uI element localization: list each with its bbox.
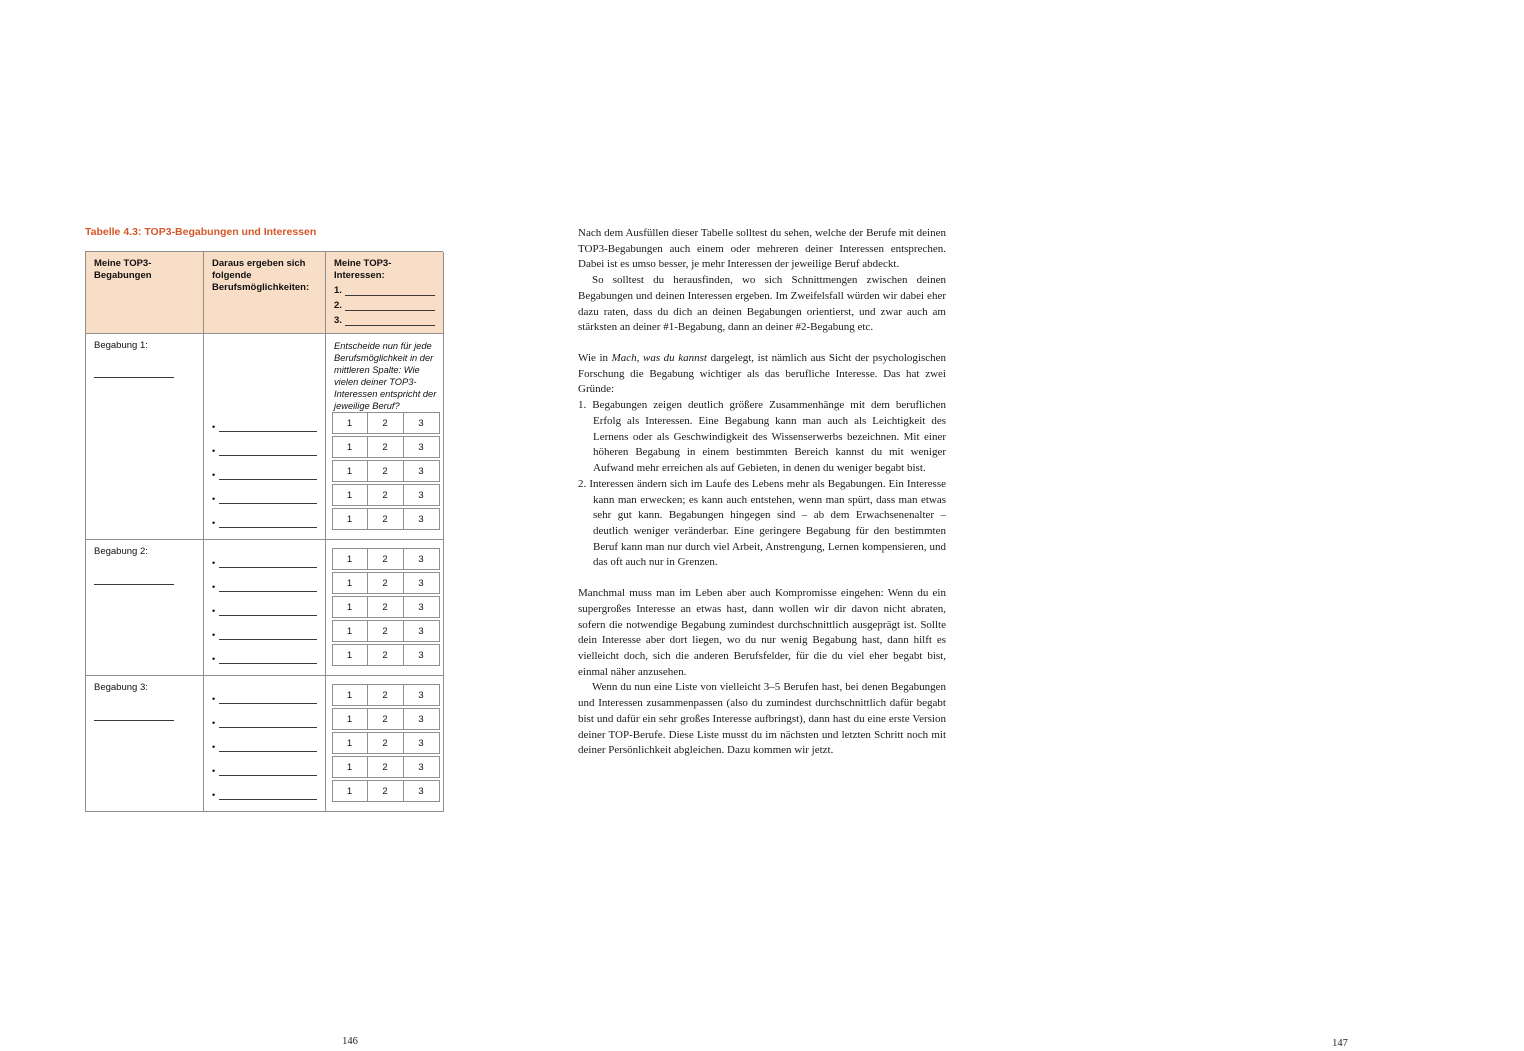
bullet-line (212, 594, 317, 618)
rating-option: 2 (368, 484, 404, 506)
text-run: dargelegt, ist nämlich aus Sicht der psychologischen Forschung die Begabung wichtiger als das berufliche Interesse. Das hat zwei Gründe: (578, 352, 946, 396)
rating-option: 1 (332, 780, 368, 802)
rating-option: 2 (368, 732, 404, 754)
rating-option: 2 (368, 780, 404, 802)
rating-option: 1 (332, 460, 368, 482)
rating-option: 1 (332, 644, 368, 666)
paragraph (578, 398, 946, 477)
bullet-line (212, 546, 317, 570)
bullet-icon: • (212, 582, 216, 593)
blank-line (219, 615, 317, 616)
rating-option: 2 (368, 460, 404, 482)
rating-option: 3 (404, 708, 440, 730)
text-run: Wenn du nun eine Liste von vielleicht 3–5 Berufen hast, bei denen Begabungen und Interessen zusammenpassen (also du zumindest durchschnittlich dafür begabt bist und dafür ein sehr großes Interesse aufbringst), dann hast du eine erste Version deiner TOP-Berufe. Diese Liste musst du im nächsten und letzten Schritt noch mit deiner Persönlichkeit abgleichen. Dazu kommen wir jetzt. (578, 681, 946, 757)
berufe-bullet-cell (204, 540, 326, 676)
rating-strip (332, 620, 440, 642)
list-number: 2. (578, 477, 590, 490)
begabung-label: Begabung 1: (94, 339, 148, 351)
bullet-icon: • (212, 518, 216, 529)
bullet-line (212, 570, 317, 594)
paragraph (578, 586, 946, 680)
rating-option: 2 (368, 572, 404, 594)
rating-strip (332, 596, 440, 618)
rating-option: 3 (404, 620, 440, 642)
header-begabungen: Meine TOP3-Begabungen (86, 252, 204, 334)
rating-strip (332, 460, 440, 482)
rating-option: 3 (404, 684, 440, 706)
rating-instruction: Entscheide nun für jede Berufsmöglichkeit in der mittleren Spalte: Wie vielen deiner TOP3-Interessen entspricht der jeweilige Beruf? (334, 340, 437, 412)
blank-line (219, 663, 317, 664)
rating-strip (332, 412, 440, 434)
header-interessen-lines (334, 282, 435, 327)
bullet-icon: • (212, 494, 216, 505)
rating-strip (332, 548, 440, 570)
blank-line (345, 295, 435, 296)
bullet-icon: • (212, 766, 216, 777)
bullet-icon: • (212, 422, 216, 433)
begabung-label-cell (86, 334, 204, 540)
top3-table (85, 251, 443, 812)
rating-option: 2 (368, 436, 404, 458)
bullet-line (212, 682, 317, 706)
rating-strip (332, 436, 440, 458)
bullet-icon: • (212, 630, 216, 641)
blank-line (219, 639, 317, 640)
blank-line (345, 325, 435, 326)
rating-option: 2 (368, 756, 404, 778)
interessen-blank-line (334, 282, 435, 297)
rating-strip (332, 756, 440, 778)
blank-line (219, 527, 317, 528)
header-interessen-title: Meine TOP3-Interessen: (334, 258, 392, 281)
rating-option: 1 (332, 548, 368, 570)
rating-strip (332, 644, 440, 666)
begabung-label: Begabung 2: (94, 546, 148, 558)
bullet-line (212, 410, 317, 434)
paragraph (578, 477, 946, 571)
rating-option: 1 (332, 708, 368, 730)
rating-strips (334, 684, 437, 802)
bullet-line (212, 642, 317, 666)
paragraph (578, 680, 946, 759)
blank-line (345, 310, 435, 311)
rating-option: 1 (332, 484, 368, 506)
rating-option: 2 (368, 596, 404, 618)
begabung-blank-line (94, 352, 174, 378)
bullet-icon: • (212, 742, 216, 753)
italic-text: Mach, was du kannst (611, 352, 707, 365)
berufe-bullet-cell (204, 676, 326, 812)
berufe-bullet-cell (204, 334, 326, 540)
bullet-icon: • (212, 790, 216, 801)
rating-strip (332, 484, 440, 506)
rating-cell (326, 676, 444, 812)
rating-option: 3 (404, 644, 440, 666)
line-number: 1. (334, 284, 342, 296)
table-caption: Tabelle 4.3: TOP3-Begabungen und Interessen (85, 226, 317, 238)
rating-cell (326, 334, 444, 540)
bullet-line (212, 434, 317, 458)
line-number: 3. (334, 314, 342, 326)
blank-line (219, 799, 317, 800)
rating-option: 3 (404, 412, 440, 434)
rating-option: 3 (404, 756, 440, 778)
bullet-line (212, 506, 317, 530)
rating-option: 3 (404, 572, 440, 594)
paragraph (578, 351, 946, 398)
bullet-line (212, 482, 317, 506)
blank-line (219, 775, 317, 776)
bullet-icon: • (212, 694, 216, 705)
begabung-label: Begabung 3: (94, 682, 148, 694)
rating-option: 3 (404, 508, 440, 530)
bullet-line (212, 778, 317, 802)
rating-option: 3 (404, 436, 440, 458)
interessen-blank-line (334, 297, 435, 312)
rating-cell (326, 540, 444, 676)
rating-option: 1 (332, 572, 368, 594)
rating-option: 1 (332, 620, 368, 642)
header-berufsmoeglichkeiten: Daraus ergeben sich folgende Berufsmöglichkeiten: (204, 252, 326, 334)
page-number-right: 147 (1332, 1038, 1348, 1049)
body-text (578, 226, 946, 759)
rating-option: 1 (332, 436, 368, 458)
blank-line (219, 567, 317, 568)
bullet-line (212, 458, 317, 482)
begabung-label-cell (86, 540, 204, 676)
right-page (578, 226, 1348, 1049)
left-page (85, 226, 445, 1047)
blank-line (219, 751, 317, 752)
blank-line (219, 455, 317, 456)
rating-strip (332, 508, 440, 530)
rating-strip (332, 572, 440, 594)
page-number-left: 146 (342, 1036, 358, 1047)
list-number: 1. (578, 399, 593, 412)
line-number: 2. (334, 299, 342, 311)
blank-line (219, 703, 317, 704)
rating-option: 1 (332, 412, 368, 434)
blank-line (219, 503, 317, 504)
rating-option: 2 (368, 508, 404, 530)
rating-option: 3 (404, 732, 440, 754)
text-run: So solltest du herausfinden, wo sich Schnittmengen zwischen deinen Begabungen und deinen Interessen ergeben. Im Zweifelsfall würden wir dabei eher dazu raten, dass du dich an deinen Begabungen orientierst, und zwar auch am stärksten an deiner #1-Begabung, dann an deiner #2-Begabung etc. (578, 274, 946, 334)
rating-option: 1 (332, 684, 368, 706)
rating-strips (334, 412, 437, 530)
bullet-icon: • (212, 654, 216, 665)
rating-option: 3 (404, 460, 440, 482)
rating-strip (332, 732, 440, 754)
bullet-line (212, 730, 317, 754)
rating-option: 3 (404, 596, 440, 618)
rating-option: 2 (368, 620, 404, 642)
bullet-line (212, 754, 317, 778)
begabung-blank-line (94, 695, 174, 721)
rating-strip (332, 780, 440, 802)
bullet-icon: • (212, 718, 216, 729)
interessen-blank-line (334, 312, 435, 327)
text-run: Nach dem Ausfüllen dieser Tabelle solltest du sehen, welche der Berufe mit deinen TOP3-Begabungen auch einem oder mehreren deiner Interessen entsprechen. Dabei ist es umso besser, je mehr Interessen der jeweilige Beruf abdeckt. (578, 227, 946, 271)
text-run: Begabungen zeigen deutlich größere Zusammenhänge mit dem beruflichen Erfolg als Interessen. Eine Begabung kann man auch als Leichtigkeit des Lernens oder als Geschwindigkeit des Wissenserwerbs bezeichnen. Mit einer höheren Begabung in einem bestimmten Bereich kannst du mit weniger Aufwand mehr erreichen als auf Gebieten, in denen du weniger begabt bist. (592, 399, 947, 475)
rating-option: 3 (404, 548, 440, 570)
rating-option: 3 (404, 484, 440, 506)
rating-option: 2 (368, 644, 404, 666)
begabung-blank-line (94, 559, 174, 585)
paragraph (578, 273, 946, 336)
rating-option: 2 (368, 412, 404, 434)
rating-option: 1 (332, 732, 368, 754)
text-run: Manchmal muss man im Leben aber auch Kompromisse eingehen: Wenn du ein supergroßes Interesse an etwas hast, dann wollen wir dir davon nicht abraten, sofern die notwendige Begabung zumindest durchschnittlich ausgeprägt ist. Sollte dein Interesse aber dort liegen, wo du nur wenig Begabung hast, dann hilft es vielleicht doch, sich die anderen Berufsfelder, für die du viel eher begabt bist, einmal näher anzusehen. (578, 587, 946, 678)
rating-option: 1 (332, 508, 368, 530)
bullet-line (212, 618, 317, 642)
text-run: Wie in (578, 352, 612, 365)
rating-strip (332, 684, 440, 706)
bullet-icon: • (212, 558, 216, 569)
text-run: Interessen ändern sich im Laufe des Lebens mehr als Begabungen. Ein Interesse kann man erwecken; es kann auch entstehen, wenn man spürt, dass man etwas sehr gut kann. Begabungen hingegen sind – ab dem Erwachsenenalter – deutlich weniger veränderbar. Eine geringere Begabung für den bestimmten Beruf kann man nur durch viel Arbeit, Anstrengung, Lernen kompensieren, und das oft auch nur in Grenzen. (589, 477, 946, 569)
blank-line (219, 727, 317, 728)
paragraph (578, 226, 946, 273)
rating-option: 2 (368, 708, 404, 730)
blank-line (219, 431, 317, 432)
rating-option: 1 (332, 596, 368, 618)
bullet-line (212, 706, 317, 730)
header-interessen (326, 252, 444, 334)
rating-option: 2 (368, 684, 404, 706)
begabung-label-cell (86, 676, 204, 812)
bullet-icon: • (212, 446, 216, 457)
rating-strips (334, 548, 437, 666)
bullet-icon: • (212, 606, 216, 617)
rating-option: 1 (332, 756, 368, 778)
rating-option: 2 (368, 548, 404, 570)
rating-option: 3 (404, 780, 440, 802)
blank-line (219, 479, 317, 480)
rating-strip (332, 708, 440, 730)
blank-line (219, 591, 317, 592)
bullet-icon: • (212, 470, 216, 481)
